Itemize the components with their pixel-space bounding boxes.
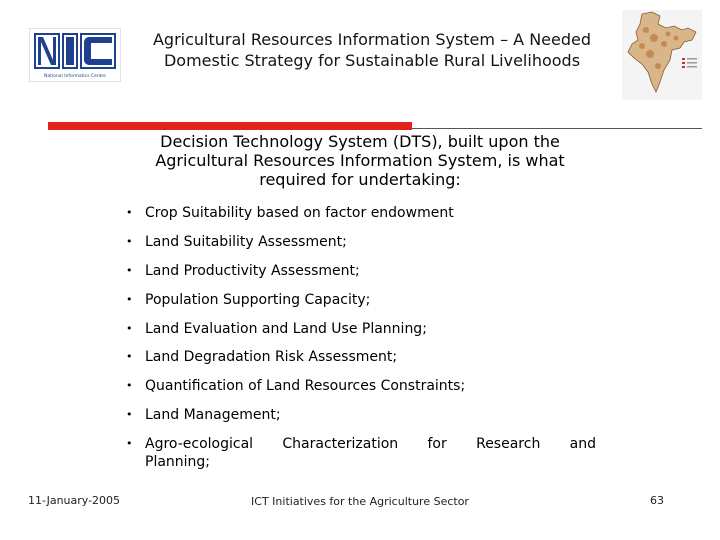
bullet-marker: • xyxy=(126,408,133,422)
logo-subtext: National Informatics Centre xyxy=(44,74,106,79)
bullet-marker: • xyxy=(126,437,133,451)
list-item xyxy=(126,204,596,222)
india-map-graphic xyxy=(622,10,702,100)
list-item xyxy=(126,435,596,471)
list-item-text: Land Degradation Risk Assessment; xyxy=(145,349,398,366)
bullet-marker: • xyxy=(126,321,133,335)
list-item xyxy=(126,348,596,366)
list-item-text: Population Supporting Capacity; xyxy=(145,291,371,308)
intro-text: Decision Technology System (DTS), built upon the Agricultural Resources Information System, is what required for undertaking: xyxy=(155,132,565,189)
accent-bar xyxy=(48,122,412,130)
nic-logo xyxy=(29,28,121,82)
list-item-text-line1: Agro-ecological Characterization for Research and xyxy=(145,436,596,453)
india-map-image xyxy=(622,10,702,100)
list-item xyxy=(126,406,596,424)
list-item-text: Land Evaluation and Land Use Planning; xyxy=(145,320,427,337)
slide-title: Agricultural Resources Information System – A Needed Domestic Strategy for Sustainable Rural Livelihoods xyxy=(152,30,591,70)
bullet-marker: • xyxy=(126,263,133,277)
list-item xyxy=(126,291,596,309)
footer-title: ICT Initiatives for the Agriculture Sector xyxy=(251,495,469,508)
bullet-marker: • xyxy=(126,234,133,248)
list-item-text: Crop Suitability based on factor endowment xyxy=(145,205,454,221)
bullet-marker: • xyxy=(126,292,133,306)
nic-logo-graphic xyxy=(29,28,121,82)
list-item-text-line2: Planning; xyxy=(145,454,211,471)
list-item xyxy=(126,377,596,395)
list-item-text: Quantification of Land Resources Constraints; xyxy=(145,378,466,395)
footer-date: 11-January-2005 xyxy=(28,494,121,507)
bullet-marker: • xyxy=(126,350,133,364)
list-item xyxy=(126,320,596,338)
list-item-text: Land Suitability Assessment; xyxy=(145,233,347,250)
bullet-marker: • xyxy=(126,206,133,219)
slide-number: 63 xyxy=(650,494,664,507)
bullet-list xyxy=(126,204,596,471)
list-item xyxy=(126,262,596,280)
list-item xyxy=(126,233,596,251)
list-item-text: Land Productivity Assessment; xyxy=(145,262,360,279)
bullet-marker: • xyxy=(126,379,133,393)
list-item-text: Land Management; xyxy=(145,407,281,424)
